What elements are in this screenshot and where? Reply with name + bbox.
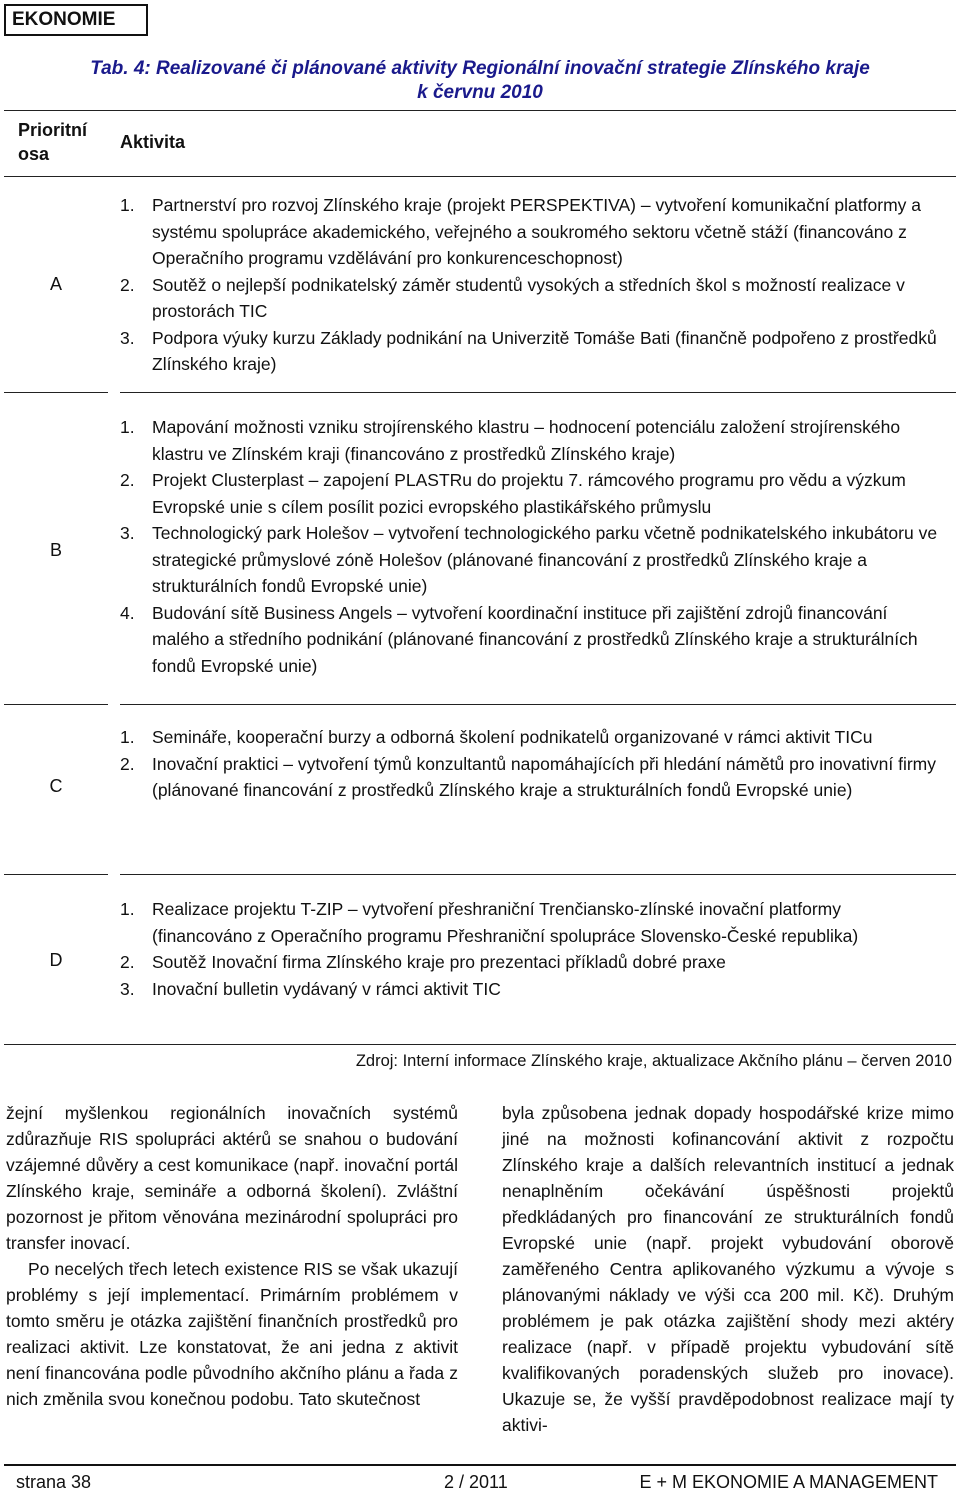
item-number: 3. (120, 978, 135, 999)
body-right-column (502, 1100, 954, 1438)
item-number: 2. (120, 952, 135, 972)
item-number: 1. (120, 417, 135, 437)
item-number: 3. (120, 327, 135, 348)
activity-list-d (120, 896, 940, 1002)
list-item (120, 751, 940, 804)
item-text: Partnerství pro rozvoj Zlínského kraje (projekt PERSPEKTIVA) – vytvoření komunikační platformy a systému spolupráce akademického, veřejného a soukromého sektoru včetně stáží (financováno z Operačního programu vzdělávání pro konkurenceschopnost) (152, 195, 921, 268)
item-text: Soutěž Inovační firma Zlínského kraje pro prezentaci příkladů dobré praxe (152, 952, 726, 972)
activity-list-a (120, 192, 940, 378)
paragraph: Po necelých třech letech existence RIS se však ukazují problémy s její implementací. Primárním problémem v tomto směru je otázka zajištění finančních prostředků pro realizaci aktivit. Lze konstatovat, že ani jedna z aktivit není financována podle původního akčního plánu a řada z nich změnila svou konečnou podobu. Tato skutečnost (6, 1259, 458, 1409)
table-top-rule (4, 110, 956, 111)
paragraph: byla způsobena jednak dopady hospodářské krize mimo jiné na možnosti kofinancování aktivit z rozpočtu Zlínského kraje a dalších relevantních institucí a jednak nenaplněním očekávání úspěšnosti projektů předkládaných pro financování ze strukturálních fondů Evropské unie (např. projekt vybudování oborově zaměřeného Centra aplikovaného výzkumu a vývoje s plánovanými náklady ve výši cca 200 mil. Kč). Druhým problémem je pak otázka zajištění shody mezi aktéry realizace (např. v případě projektu vybudování sítě kvalifikovaných poradenských služeb pro inovace). Ukazuje se, že vyšší pravděpodobnost realizace mají ty aktivi- (502, 1103, 954, 1435)
item-text: Mapování možnosti vzniku strojírenského klastru – hodnocení potenciálu založení strojírenského klastru ve Zlínském kraji (financováno z prostředků Zlínského kraje) (152, 417, 901, 464)
body-left-column (6, 1100, 458, 1412)
item-number: 4. (120, 602, 135, 623)
list-item (120, 949, 940, 976)
item-text: Inovační praktici – vytvoření týmů konzultantů napomáhajících při hledání námětů pro inovativní firmy (plánované financování z prostředků Zlínského kraje a strukturálních fondů Evropské unie) (152, 753, 937, 800)
table-bottom-rule (4, 1044, 956, 1045)
item-text: Realizace projektu T-ZIP – vytvoření přeshraniční Trenčiansko-zlínské inovační platformy (financováno z Operačního programu Přeshraniční spolupráce Slovensko-České republika) (152, 899, 859, 946)
item-text: Technologický park Holešov – vytvoření technologického parku včetně podnikatelského inkubátoru ve strategické průmyslové zóně Holešov (plánované financování z prostředků Zlínského kraje a strukturálních fondů Evropské unie) (152, 523, 938, 596)
list-item (120, 467, 940, 520)
item-number: 2. (120, 274, 135, 295)
item-text: Podpora výuky kurzu Základy podnikání na Univerzitě Tomáše Bati (finančně podpořeno z prostředků Zlínského kraje) (152, 327, 937, 374)
item-text: Semináře, kooperační burzy a odborná školení podnikatelů organizované v rámci aktivit TICu (152, 727, 873, 747)
table-source: Zdroj: Interní informace Zlínského kraje, aktualizace Akčního plánu – červen 2010 (355, 1052, 952, 1070)
item-text: Inovační bulletin vydávaný v rámci aktivit TIC (152, 978, 501, 999)
axis-label-b: B (49, 540, 62, 560)
activity-list-b (120, 414, 940, 679)
row-rule-activity (120, 392, 956, 393)
paragraph: žejní myšlenkou regionálních inovačních systémů zdůrazňuje RIS spolupráci aktérů se snahou o budování vzájemné důvěry a cest komunikace (např. inovační portál Zlínského kraje, semináře a odborná školení). Zvláštní pozornost je přitom věnována mezinárodní spolupráci pro transfer inovací. (6, 1103, 458, 1253)
activity-list-c (120, 724, 940, 804)
item-text: Soutěž o nejlepší podnikatelský záměr studentů vysokých a středních škol s možností realizace v prostorách TIC (152, 274, 905, 321)
column-header-activity: Aktivita (120, 132, 186, 152)
item-text: Projekt Clusterplast – zapojení PLASTRu do projektu 7. rámcového programu pro vědu a výzkum Evropské unie s cílem posílit pozici evropského plastikářského průmyslu (152, 470, 906, 517)
header-rule (4, 176, 956, 177)
section-label: EKONOMIE (4, 4, 148, 36)
list-item (120, 272, 940, 325)
axis-label-d: D (49, 950, 63, 970)
row-rule-activity (120, 704, 956, 705)
list-item (120, 896, 940, 949)
row-rule-axis (4, 874, 108, 875)
column-header-axis: Prioritní osa (18, 120, 88, 164)
item-number: 1. (120, 195, 135, 215)
list-item (120, 192, 940, 272)
axis-label-c: C (49, 776, 63, 796)
list-item (120, 600, 940, 680)
row-rule-axis (4, 704, 108, 705)
item-number: 3. (120, 523, 135, 543)
item-number: 2. (120, 470, 135, 490)
row-rule-axis (4, 392, 108, 393)
list-item (120, 520, 940, 600)
page-footer (4, 1464, 956, 1494)
list-item (120, 414, 940, 467)
item-number: 1. (120, 727, 135, 747)
page-number: strana 38 (16, 1472, 92, 1492)
table-title: Tab. 4: Realizované či plánované aktivity Regionální inovační strategie Zlínského kraje (90, 58, 870, 79)
item-number: 2. (120, 753, 135, 774)
axis-label-a: A (49, 274, 62, 294)
item-text: Budování sítě Business Angels – vytvoření koordinační instituce při zajištění zdrojů financování malého a středního podnikání (plánované financování z prostředků Zlínského kraje a strukturálních fondů Evropské unie) (152, 602, 918, 676)
journal-name: E + M EKONOMIE A MANAGEMENT (639, 1472, 938, 1492)
list-item (120, 724, 940, 751)
issue-number: 2 / 2011 (444, 1472, 508, 1492)
table-title-line2: k červnu 2010 (417, 82, 543, 103)
list-item (120, 325, 940, 378)
row-rule-activity (120, 874, 956, 875)
list-item (120, 976, 940, 1003)
item-number: 1. (120, 899, 135, 919)
